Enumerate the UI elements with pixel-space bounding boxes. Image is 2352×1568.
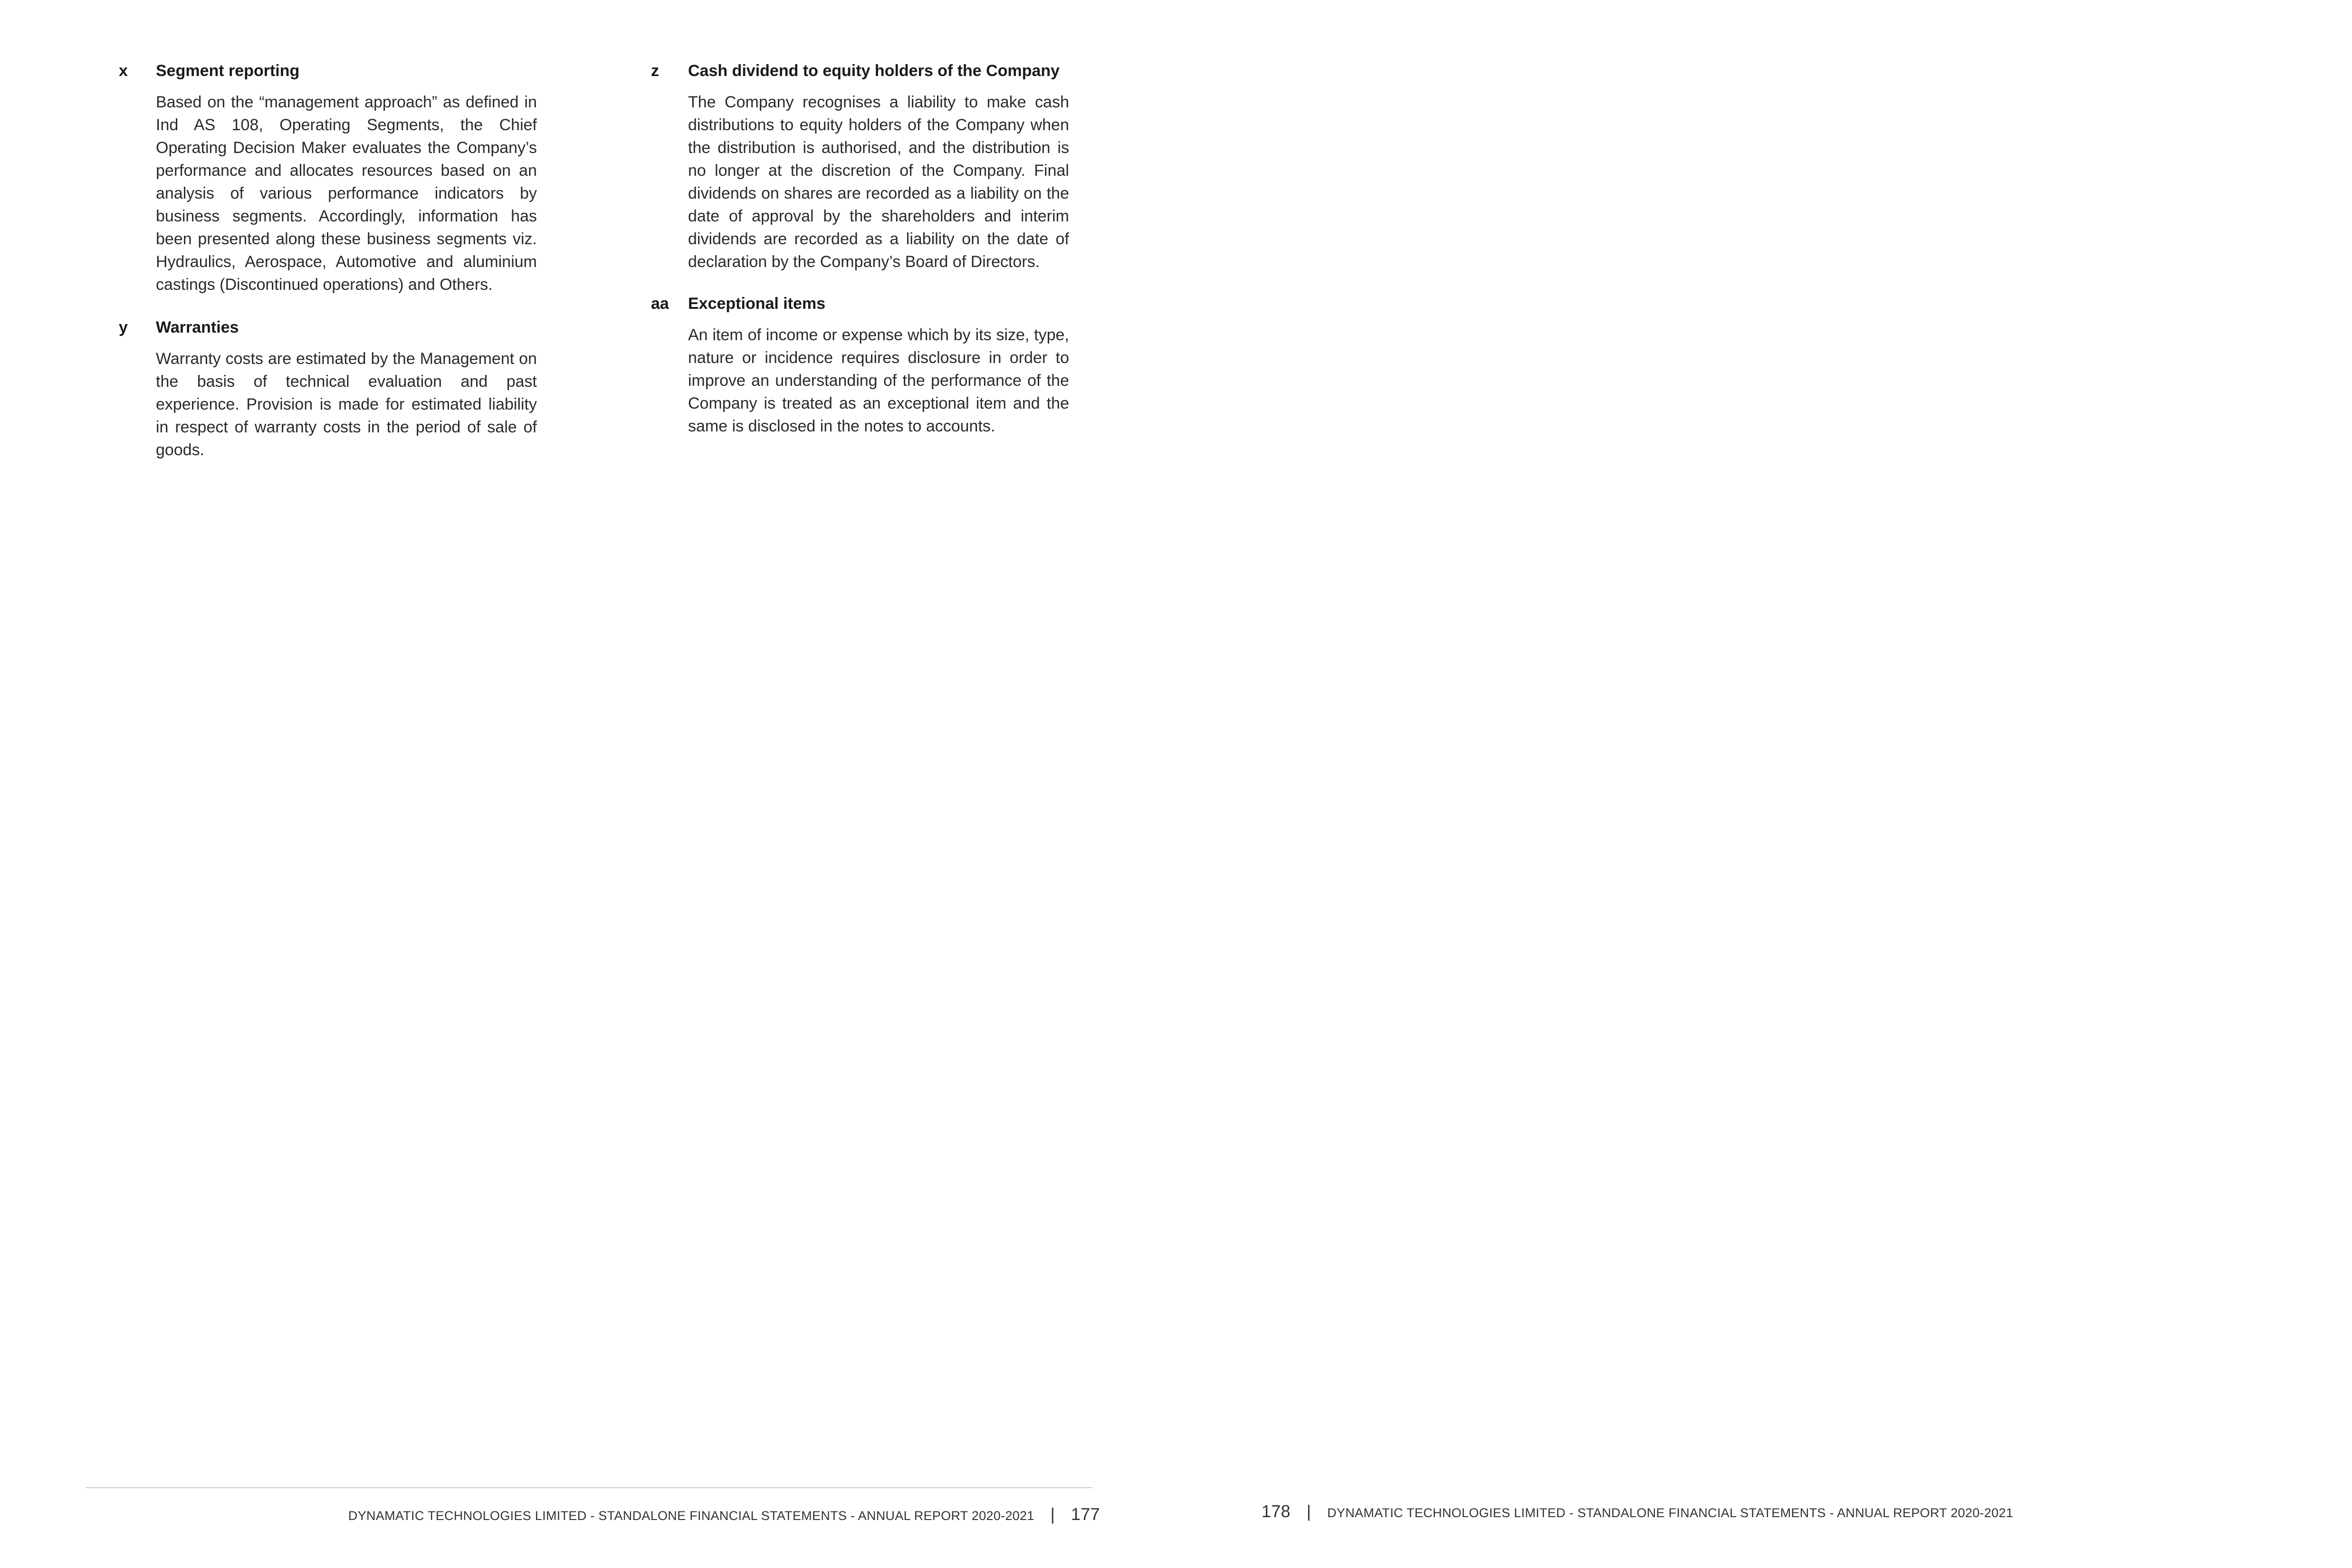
footer-rule bbox=[86, 1487, 1093, 1488]
footer-text: DYNAMATIC TECHNOLOGIES LIMITED - STANDALONE FINANCIAL STATEMENTS - ANNUAL REPORT 2020-2021 bbox=[1327, 1506, 2014, 1520]
section-cash-dividend bbox=[651, 62, 1069, 273]
section-letter: z bbox=[651, 62, 659, 80]
section-body: Based on the “management approach” as defined in Ind AS 108, Operating Segments, the Chief Operating Decision Maker evaluates the Company’s performance and allocates resources based on an analysis of various performance indicators by business segments. Accordingly, information has been presented along these business segments viz. Hydraulics, Aerospace, Automotive and aluminium castings (Discontinued operations) and Others. bbox=[156, 93, 537, 294]
footer-separator: | bbox=[1050, 1504, 1055, 1524]
section-heading: Warranties bbox=[156, 318, 239, 336]
section-heading: Segment reporting bbox=[156, 62, 300, 80]
footer-text: DYNAMATIC TECHNOLOGIES LIMITED - STANDALONE FINANCIAL STATEMENTS - ANNUAL REPORT 2020-2021 bbox=[348, 1509, 1034, 1523]
section-heading: Cash dividend to equity holders of the Company bbox=[688, 62, 1060, 80]
footer-separator: | bbox=[1306, 1501, 1311, 1521]
section-letter: y bbox=[119, 318, 128, 336]
section-letter: x bbox=[119, 62, 128, 80]
right-footer bbox=[1262, 1501, 2013, 1521]
left-footer bbox=[348, 1504, 1100, 1524]
right-page bbox=[1176, 0, 2352, 1568]
section-body: Warranty costs are estimated by the Management on the basis of technical evaluation and past experience. Provision is made for estimated liability in respect of warranty costs in the period of sale of goods. bbox=[156, 350, 537, 459]
section-body: An item of income or expense which by its size, type, nature or incidence requires disclosure in order to improve an understanding of the performance of the Company is treated as an exceptional item and the same is disclosed in the notes to accounts. bbox=[688, 326, 1069, 435]
section-heading: Exceptional items bbox=[688, 295, 826, 313]
section-body: The Company recognises a liability to make cash distributions to equity holders of the Company when the distribution is authorised, and the distribution is no longer at the discretion of the Company. Final dividends on shares are recorded as a liability on the date of approval by the shareholders and interim dividends are recorded as a liability on the date of declaration by the Company’s Board of Directors. bbox=[688, 93, 1069, 271]
page-number: 178 bbox=[1262, 1501, 1291, 1521]
section-exceptional-items bbox=[651, 295, 1069, 438]
section-segment-reporting bbox=[119, 62, 537, 296]
section-warranties bbox=[119, 318, 537, 461]
page-number: 177 bbox=[1071, 1504, 1100, 1524]
section-letter: aa bbox=[651, 295, 669, 313]
